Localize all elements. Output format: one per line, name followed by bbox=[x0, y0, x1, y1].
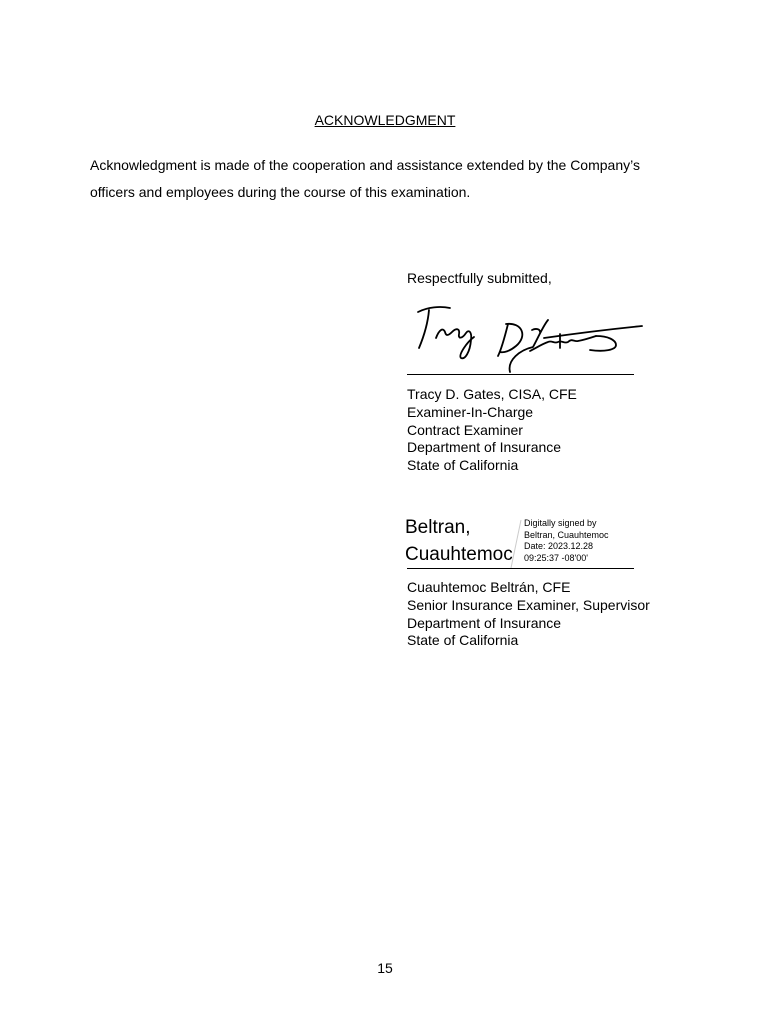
signer1-department: Department of Insurance bbox=[407, 439, 562, 456]
digital-signature-info-line: Date: 2023.12.28 bbox=[524, 541, 594, 551]
handwritten-signature bbox=[412, 298, 652, 380]
signer1-name: Tracy D. Gates, CISA, CFE bbox=[407, 386, 577, 402]
digital-signature-name-line: Beltran, bbox=[405, 517, 471, 538]
digital-signature-info bbox=[524, 518, 609, 564]
signer2-department: Department of Insurance bbox=[407, 614, 562, 631]
signature-line bbox=[407, 568, 634, 569]
digital-signature-name-line: Cuauhtemoc bbox=[405, 544, 513, 565]
page-heading bbox=[0, 112, 770, 128]
signer1-state: State of California bbox=[407, 457, 519, 474]
acknowledgment-paragraph bbox=[90, 152, 710, 206]
digital-signature-info-line: Digitally signed by bbox=[524, 518, 597, 528]
signer2-state: State of California bbox=[407, 632, 519, 649]
paragraph-line: officers and employees during the course of this examination. bbox=[90, 184, 471, 200]
paragraph-line: Acknowledgment is made of the cooperation and assistance extended by the Company’s bbox=[90, 157, 640, 173]
digital-signature-info-line: 09:25:37 -08'00' bbox=[524, 552, 588, 563]
digital-signature-info-line: Beltran, Cuauhtemoc bbox=[524, 529, 609, 540]
signer2-title: Senior Insurance Examiner, Supervisor bbox=[407, 596, 650, 613]
page-number: 15 bbox=[377, 960, 393, 976]
signer2-name: Cuauhtemoc Beltrán, CFE bbox=[407, 579, 571, 595]
signer1-role: Contract Examiner bbox=[407, 421, 523, 438]
digital-signature-name bbox=[405, 514, 513, 568]
closing-text: Respectfully submitted, bbox=[407, 270, 552, 286]
signer1-title: Examiner-In-Charge bbox=[407, 403, 534, 420]
signer1-block bbox=[407, 386, 577, 475]
heading-text: ACKNOWLEDGMENT bbox=[314, 112, 456, 128]
signer2-block bbox=[407, 579, 650, 650]
signature-line bbox=[407, 374, 634, 375]
